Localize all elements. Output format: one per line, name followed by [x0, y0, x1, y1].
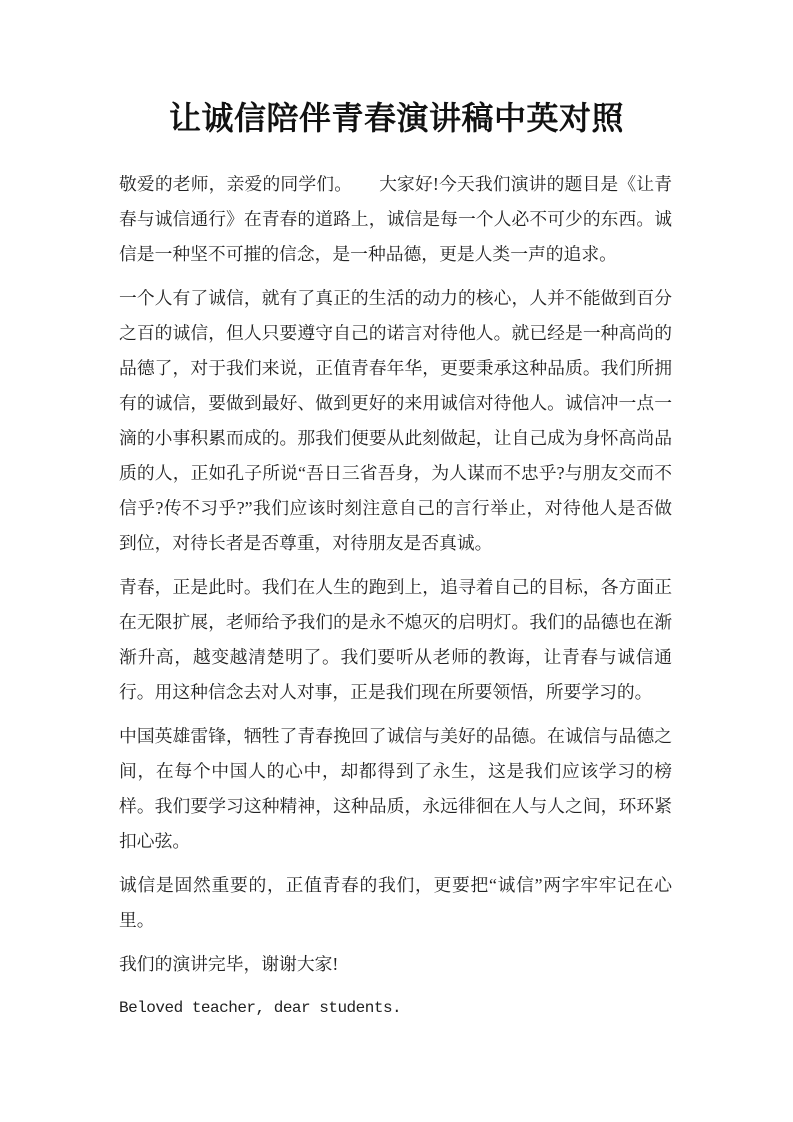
document-body [0, 167, 793, 1026]
page-title: 让诚信陪伴青春演讲稿中英对照 [168, 100, 624, 136]
paragraph-remember: 诚信是固然重要的，正值青春的我们，更要把“诚信”两字牢牢记在心里。 [119, 875, 672, 930]
paragraph-closing: 我们的演讲完毕，谢谢大家! [119, 954, 339, 974]
paragraph-greeting: 敬爱的老师，亲爱的同学们。 大家好!今天我们演讲的题目是《让青春与诚信通行》在青春的道路上，诚信是每一个人必不可少的东西。诚信是一种坚不可摧的信念，是一种品德，更是人类一声的追求。 [119, 174, 672, 264]
paragraph-leifeng: 中国英雄雷锋，牺牲了青春挽回了诚信与美好的品德。在诚信与品德之间，在每个中国人的心中，却都得到了永生，这是我们应该学习的榜样。我们要学习这种精神，这种品质，永远徘徊在人与人之间，环环紧扣心弦。 [119, 726, 672, 851]
paragraph-youth: 青春，正是此时。我们在人生的跑到上，追寻着自己的目标，各方面正在无限扩展，老师给予我们的是永不熄灭的启明灯。我们的品德也在渐渐升高，越变越清楚明了。我们要听从老师的教诲，让青春与诚信通行。用这种信念去对人对事，正是我们现在所要领悟，所要学习的。 [119, 577, 672, 702]
paragraph-english: Beloved teacher, dear students. [119, 999, 402, 1017]
paragraph-integrity-core: 一个人有了诚信，就有了真正的生活的动力的核心，人并不能做到百分之百的诚信，但人只要遵守自己的诺言对待他人。就已经是一种高尚的品德了，对于我们来说，正值青春年华，更要秉承这种品质。我们所拥有的诚信，要做到最好、做到更好的来用诚信对待他人。诚信冲一点一滴的小事积累而成的。那我们便要从此刻做起，让自己成为身怀高尚品质的人，正如孔子所说“吾日三省吾身，为人谋而不忠乎?与朋友交而不信乎?传不习乎?”我们应该时刻注意自己的言行举止，对待他人是否做到位，对待长者是否尊重，对待朋友是否真诚。 [119, 288, 672, 553]
